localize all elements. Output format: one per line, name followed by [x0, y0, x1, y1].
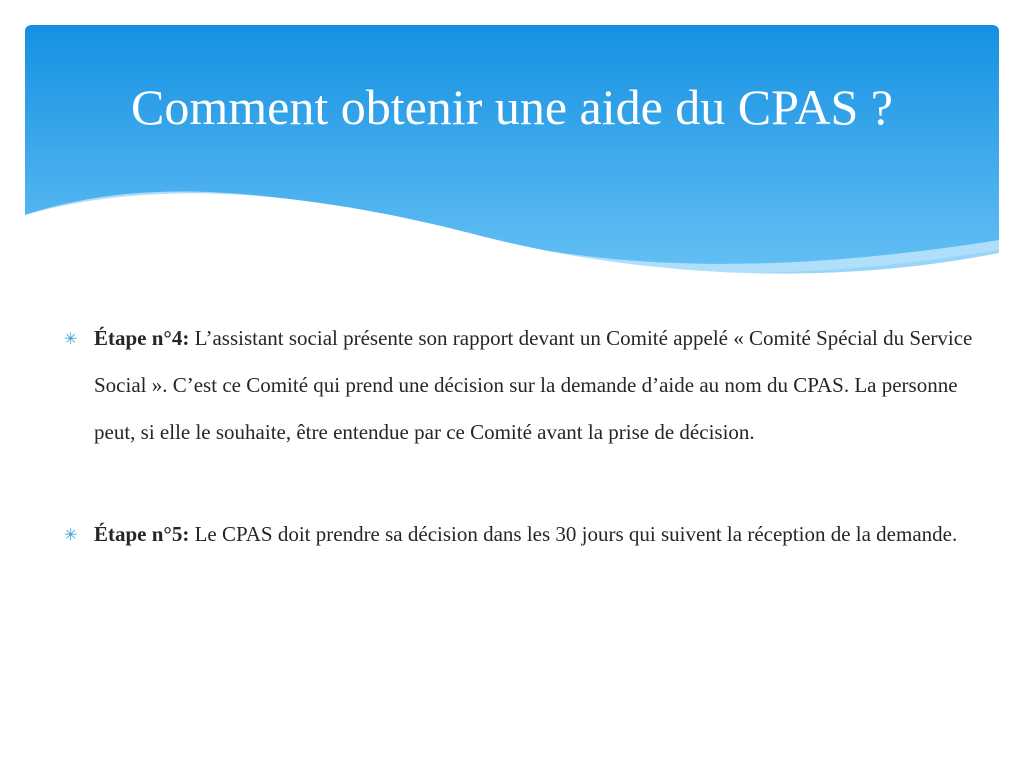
- step-text: L’assistant social présente son rapport devant un Comité appelé « Comité Spécial du Service Social ». C’est ce Comité qui prend une décision sur la demande d’aide au nom du CPAS. La personne peut, si elle le souhaite, être entendue par ce Comité avant la prise de décision.: [94, 326, 973, 444]
- asterisk-bullet-icon: ✳: [64, 525, 78, 544]
- list-item: [60, 511, 980, 558]
- wave-background: [25, 25, 999, 295]
- step-label: Étape n°4:: [94, 326, 190, 350]
- asterisk-bullet-icon: ✳: [64, 329, 78, 348]
- step-text: Le CPAS doit prendre sa décision dans les 30 jours qui suivent la réception de la demande.: [189, 522, 958, 546]
- list-item: [60, 315, 980, 456]
- title-banner: [25, 25, 999, 295]
- slide-title: Comment obtenir une aide du CPAS ?: [131, 79, 893, 135]
- step-label: Étape n°5:: [94, 522, 190, 546]
- bullet-list: [60, 315, 980, 613]
